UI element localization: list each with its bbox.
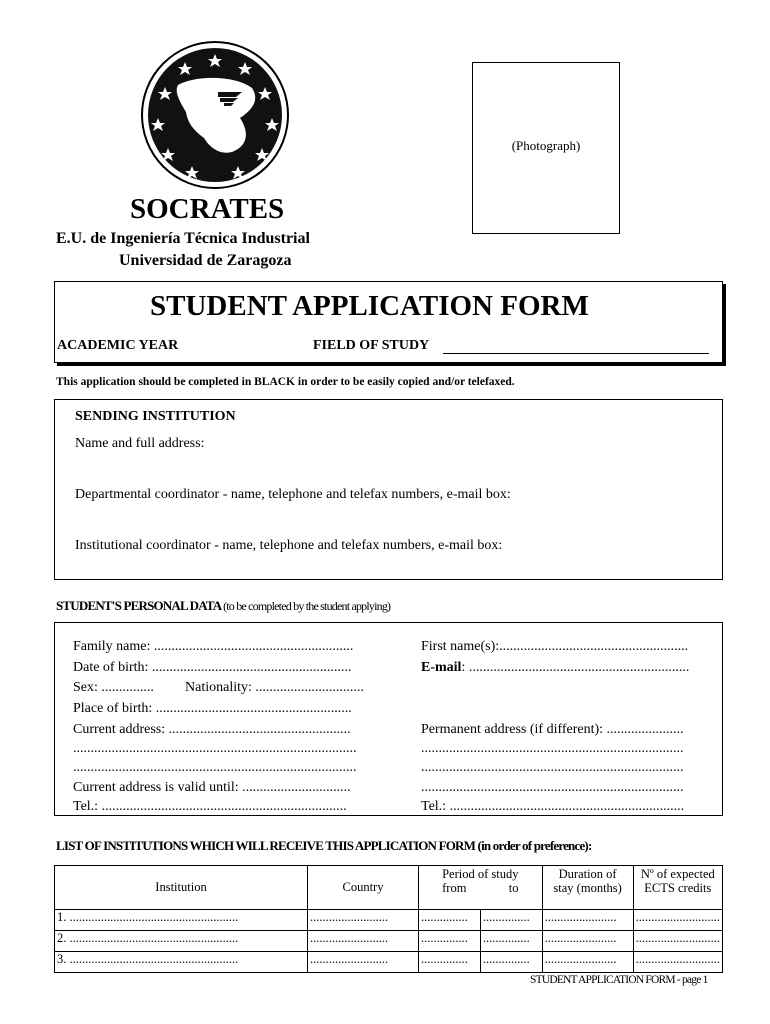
row-from[interactable]: ............... — [419, 910, 481, 931]
address-valid-until-field[interactable]: Current address is valid until: ............................... — [73, 780, 351, 795]
tel-permanent-field[interactable]: Tel.: ................................................................... — [421, 799, 685, 814]
photograph-box — [472, 62, 620, 234]
first-names-field[interactable]: First name(s):...................................................... — [421, 639, 689, 654]
row-country[interactable]: ......................... — [308, 931, 419, 952]
school-name: E.U. de Ingeniería Técnica Industrial — [56, 230, 310, 247]
permanent-address-line-2[interactable]: ........................................................................... — [421, 741, 684, 756]
col-from: from — [442, 881, 467, 895]
current-address-field[interactable]: Current address: .................................................... — [73, 722, 351, 737]
email-label: E-mail — [421, 660, 462, 675]
row-duration[interactable]: ....................... — [542, 931, 633, 952]
personal-data-heading: STUDENT'S PERSONAL DATA (to be completed by the student applying) — [56, 598, 391, 613]
row-country[interactable]: ......................... — [308, 952, 419, 973]
name-address-field[interactable]: Name and full address: — [75, 436, 205, 451]
col-duration: Duration of stay (months) — [542, 866, 633, 910]
row-from[interactable]: ............... — [419, 931, 481, 952]
instructions: This application should be completed in BLACK in order to be easily copied and/or telefaxed. — [56, 376, 515, 388]
institutions-table — [54, 865, 723, 973]
table-row — [55, 931, 723, 952]
date-of-birth-field[interactable]: Date of birth: ......................................................... — [73, 660, 352, 675]
row-duration[interactable]: ....................... — [542, 910, 633, 931]
current-address-line-2[interactable]: ................................................................................. — [73, 741, 357, 756]
academic-year-label: ACADEMIC YEAR — [57, 338, 179, 353]
row-to[interactable]: ............... — [480, 952, 542, 973]
departmental-coordinator-field[interactable]: Departmental coordinator - name, telephone and telefax numbers, e-mail box: — [75, 487, 511, 502]
col-to: to — [508, 881, 519, 895]
title-box — [54, 281, 723, 363]
photograph-label: (Photograph) — [511, 138, 581, 153]
row-ects[interactable]: ........................... — [633, 952, 722, 973]
current-address-line-3[interactable]: ................................................................................. — [73, 760, 357, 775]
row-duration[interactable]: ....................... — [542, 952, 633, 973]
university-name: Universidad de Zaragoza — [119, 252, 292, 269]
family-name-field[interactable]: Family name: ......................................................... — [73, 639, 354, 654]
col-institution: Institution — [55, 866, 308, 910]
email-field[interactable]: E-mail: ............................................................... — [421, 660, 690, 675]
row-institution[interactable]: 1. ...................................................... — [55, 910, 308, 931]
field-of-study-label: FIELD OF STUDY — [313, 338, 430, 353]
form-title: STUDENT APPLICATION FORM — [150, 290, 589, 322]
tel-current-field[interactable]: Tel.: ...................................................................... — [73, 799, 347, 814]
row-institution[interactable]: 2. ...................................................... — [55, 931, 308, 952]
institutions-heading-note: (in order of preference): — [477, 838, 592, 853]
nationality-field[interactable]: Nationality: ............................... — [185, 680, 364, 695]
permanent-address-field[interactable]: Permanent address (if different): ...................... — [421, 722, 684, 737]
row-ects[interactable]: ........................... — [633, 910, 722, 931]
sex-field[interactable]: Sex: ............... — [73, 680, 154, 695]
col-country: Country — [308, 866, 419, 910]
row-to[interactable]: ............... — [480, 910, 542, 931]
row-from[interactable]: ............... — [419, 952, 481, 973]
col-ects: Nº of expected ECTS credits — [633, 866, 722, 910]
sending-institution-box — [54, 399, 723, 580]
row-ects[interactable]: ........................... — [633, 931, 722, 952]
institutions-heading: LIST OF INSTITUTIONS WHICH WILL RECEIVE THIS APPLICATION FORM (in order of preference): — [56, 838, 592, 853]
personal-data-box — [54, 622, 723, 816]
program-name: SOCRATES — [130, 193, 285, 225]
institutional-coordinator-field[interactable]: Institutional coordinator - name, telephone and telefax numbers, e-mail box: — [75, 538, 503, 553]
field-of-study-line[interactable] — [443, 353, 709, 354]
row-to[interactable]: ............... — [480, 931, 542, 952]
table-row — [55, 952, 723, 973]
page-footer: STUDENT APPLICATION FORM - page 1 — [530, 974, 708, 986]
table-row — [55, 910, 723, 931]
permanent-address-line-3[interactable]: ........................................................................... — [421, 760, 684, 775]
permanent-address-line-4[interactable]: ........................................................................... — [421, 780, 684, 795]
sending-institution-heading: SENDING INSTITUTION — [75, 409, 236, 424]
row-country[interactable]: ......................... — [308, 910, 419, 931]
col-period: Period of study from to — [419, 866, 543, 910]
place-of-birth-field[interactable]: Place of birth: ........................................................ — [73, 701, 352, 716]
personal-data-note: (to be completed by the student applying) — [223, 599, 391, 613]
socrates-logo — [140, 40, 290, 190]
row-institution[interactable]: 3. ...................................................... — [55, 952, 308, 973]
